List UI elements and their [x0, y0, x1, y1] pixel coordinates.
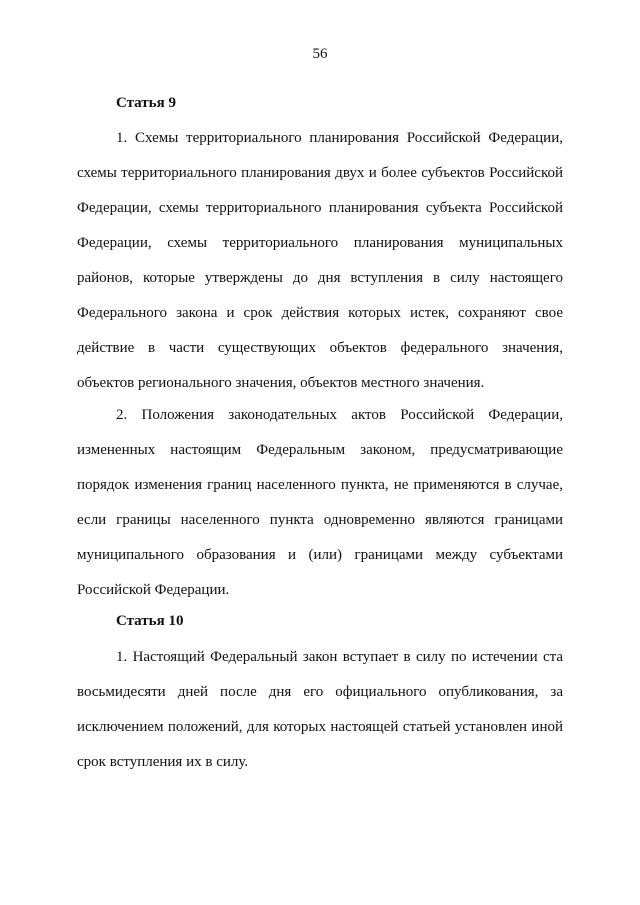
article-10-paragraph-1: 1. Настоящий Федеральный закон вступает в силу по истечении ста восьмидесяти дней после дня его официального опубликования, за исключением положений, для которых настоящей статьей установлен иной срок вступления их в силу. — [77, 649, 563, 770]
article-9-paragraph-2: 2. Положения законодательных актов Российской Федерации, измененных настоящим Федеральным законом, предусматривающие порядок изменения границ населенного пункта, не применяются в случае, если границы населенного пункта одновременно являются границами муниципального образования и (или) границами между субъектами Российской Федерации. — [77, 407, 563, 598]
article-9-paragraph-1: 1. Схемы территориального планирования Российской Федерации, схемы территориального планирования двух и более субъектов Российской Федерации, схемы территориального планирования субъекта Российской Федерации, схемы территориального планирования муниципальных районов, которые утверждены до дня вступления в силу настоящего Федерального закона и срок действия которых истек, сохраняют свое действие в части существующих объектов федерального значения, объектов регионального значения, объектов местного значения. — [77, 130, 563, 391]
page-number: 56 — [312, 46, 328, 62]
article-10-heading: Статья 10 — [116, 613, 184, 629]
article-9-heading: Статья 9 — [116, 95, 176, 111]
